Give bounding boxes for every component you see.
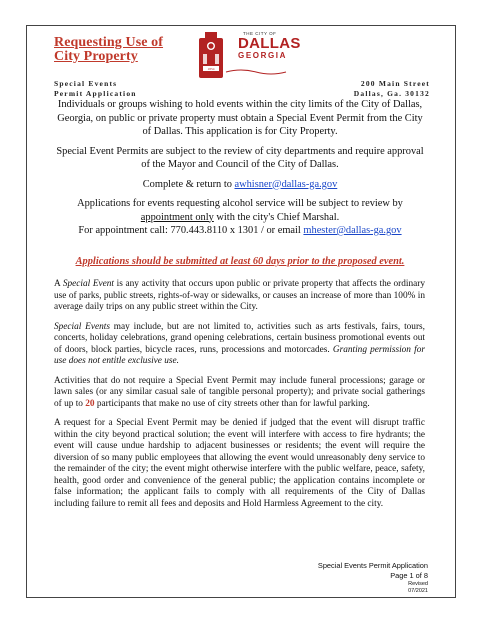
- definition-prefix: A: [54, 279, 63, 289]
- examples-text: may include, but are not limited to, activities such as arts festivals, fairs, tours, concerts, holiday celebrations, grand opening celebrations, certain business promotional events out of doors, block parties, bicycle races, runs, processions and motorcades.: [54, 321, 425, 355]
- definition-paragraph: [54, 279, 425, 314]
- address-street: 200 Main Street: [360, 79, 430, 88]
- return-label: Complete & return to: [142, 178, 235, 190]
- title-line-1: Requesting Use of: [54, 35, 164, 50]
- revised-label: Revised: [408, 581, 428, 587]
- header-address: [354, 79, 430, 99]
- examples-term: Special Events: [54, 321, 110, 332]
- definition-text: is any activity that occurs upon public or private property that affects the ordinary use of parks, public streets, rights-of-way or sidewalks, or causes an increase of more than 100% in average daily trips on any public street within the City.: [54, 279, 425, 312]
- page-title: [54, 36, 163, 64]
- return-instructions: [56, 178, 424, 192]
- header-left-line-1: Special Events: [54, 79, 118, 88]
- denial-paragraph: A request for a Special Event Permit may be denied if judged that the event will disrupt traffic within the city beyond practical solution; the event will interfere with access to fire hydrants; the event will cause undue hardship to adjacent businesses or residents; the event will require the diversion of so many public employees that allowing the event would unreasonably deny service to the remainder of the city; the event might otherwise interfere with the public welfare, peace, safety, health, good order and convenience of the general public; the application contains incomplete or false information; the applicant fails to comply with all requirements of the City of Dallas including failure to remit all fees and deposits and Hold Harmless Agreement to the city.: [54, 418, 425, 509]
- logo-city-name: DALLAS: [238, 35, 301, 52]
- submission-deadline-warning: Applications should be submitted at least 60 days prior to the proposed event.: [75, 256, 405, 267]
- examples-paragraph: [54, 322, 425, 368]
- return-email-link[interactable]: awhisner@dallas-ga.gov: [234, 178, 338, 190]
- alcohol-line-2: with the city's Chief Marshal.: [213, 211, 340, 223]
- logo-state: GEORGIA: [238, 51, 287, 60]
- header-left-line-2: Permit Application: [54, 89, 137, 98]
- appointment-only-text: appointment only: [140, 211, 214, 223]
- revised-date: 07/2021: [408, 588, 428, 594]
- body-section: [54, 279, 425, 518]
- participant-limit: 20: [85, 398, 95, 409]
- address-city: Dallas, Ga. 30132: [353, 89, 430, 98]
- intro-section: [56, 98, 424, 244]
- header-left: [54, 79, 137, 99]
- definition-term: Special Event: [62, 279, 115, 289]
- logo-small-text: THE CITY OF: [243, 31, 277, 36]
- exclusive-use-note: Granting permission for use does not entitle exclusive use.: [54, 344, 425, 366]
- intro-paragraph-1: Individuals or groups wishing to hold events within the city limits of the City of Dallas, Georgia, on public or private property must obtain a Special Event Permit from the City of Dallas. This application is for City Property.: [57, 99, 423, 137]
- logo-year: 1854: [207, 67, 215, 71]
- exemptions-text: Activities that do not require a Special Event Permit may include funeral processions; garage or lawn sales (or any similar casual sale of tangible personal property); and private social gatherings of up to: [54, 375, 425, 409]
- alcohol-line-1: Applications for events requesting alcohol service will be subject to review by: [77, 198, 403, 209]
- alcohol-notice: [56, 197, 424, 238]
- title-line-2: City Property: [54, 49, 138, 64]
- exemptions-paragraph: [54, 376, 425, 411]
- exemptions-text-end: participants that make no use of city streets other than for lawful parking.: [94, 398, 370, 409]
- appointment-contact-label: For appointment call: 770.443.8110 x 1301 / or email: [78, 225, 304, 236]
- page-footer: [318, 561, 428, 595]
- marshal-email-link[interactable]: mhester@dallas-ga.gov: [303, 225, 402, 236]
- intro-paragraph-2: Special Event Permits are subject to the review of city departments and require approval of the Mayor and Council of the City of Dallas.: [56, 145, 424, 170]
- footer-form-name: Special Events Permit Application: [317, 561, 428, 570]
- page-number: Page 1 of 8: [390, 571, 428, 580]
